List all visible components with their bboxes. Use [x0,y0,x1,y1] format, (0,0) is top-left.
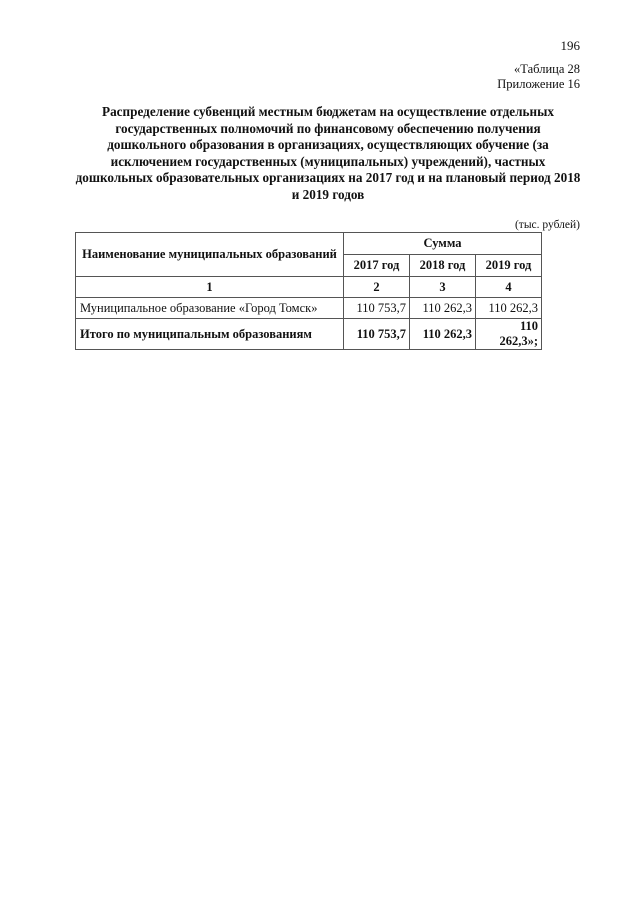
index-cell: 1 [76,277,344,298]
index-cell: 3 [410,277,476,298]
index-row [76,277,542,298]
index-cell: 4 [476,277,542,298]
year-header-2019: 2019 год [476,255,542,277]
year-header-2017: 2017 год [344,255,410,277]
units-label: (тыс. рублей) [514,219,580,231]
total-label: Итого по муниципальным образованиям [76,319,344,350]
index-cell: 2 [344,277,410,298]
value-2017: 110 753,7 [344,298,410,319]
total-2018: 110 262,3 [410,319,476,350]
page-number: 196 [560,38,580,53]
document-title: Распределение субвенций местным бюджетам на осуществление отдельных государственных полномочий по финансовому обеспечению получения дошкольного образования в организациях, осуществляющих обучение (за исключением государственных (муниципальных) учреждений), частных дошкольных образовательных организациях на 2017 год и на плановый период 2018 и 2019 годов [75,104,581,202]
total-row [76,319,542,350]
table-row [76,298,542,319]
municipality-name: Муниципальное образование «Город Томск» [76,298,344,319]
appendix-label: Приложение 16 [497,77,580,91]
value-2018: 110 262,3 [410,298,476,319]
header-row-1 [76,233,542,255]
value-2019: 110 262,3 [476,298,542,319]
sum-group-header: Сумма [344,233,542,255]
total-2019: 110 262,3»; [476,319,542,350]
name-column-header: Наименование муниципальных образований [76,233,344,277]
table-label: «Таблица 28 [514,62,580,76]
subvention-table [75,232,542,350]
total-2017: 110 753,7 [344,319,410,350]
annex-reference [497,62,580,92]
year-header-2018: 2018 год [410,255,476,277]
